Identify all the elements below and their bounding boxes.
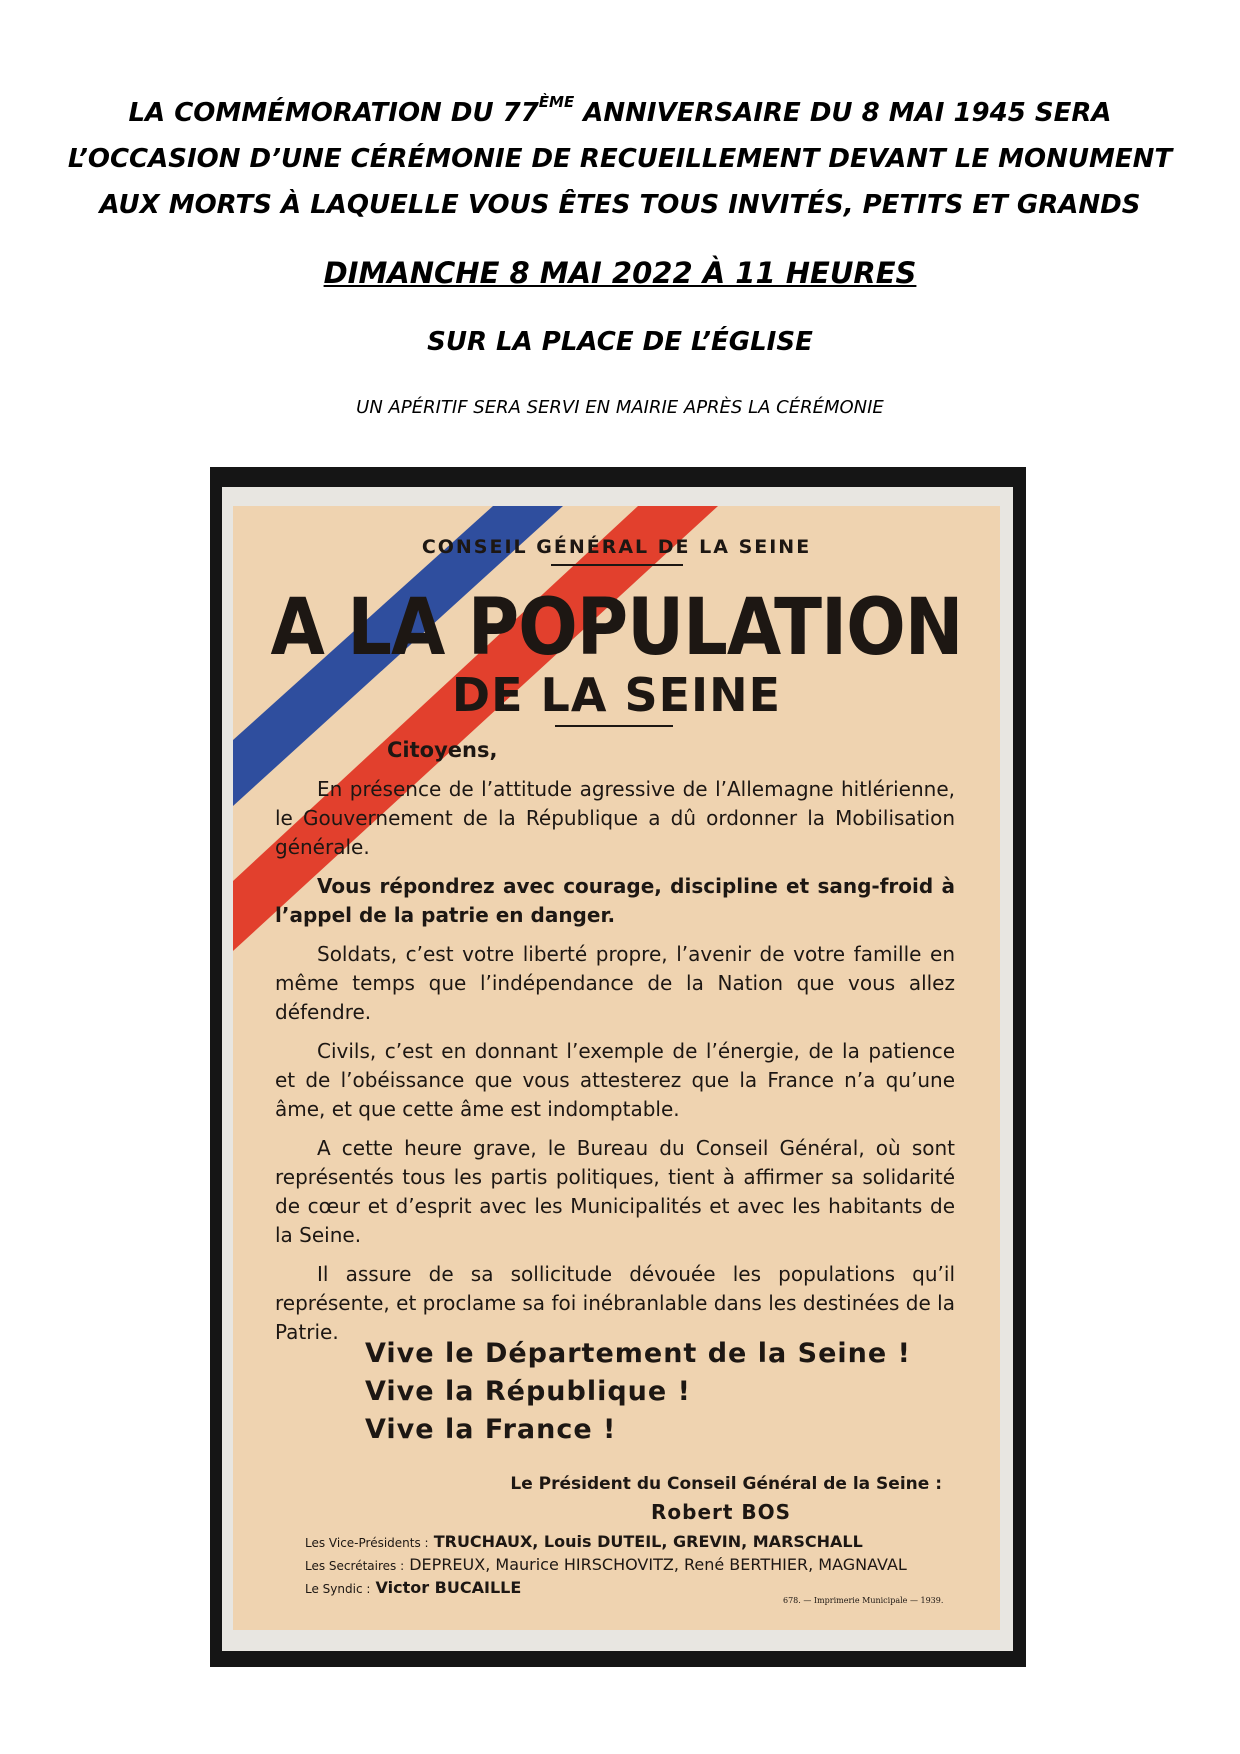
poster-vive-1: Vive le Département de la Seine ! bbox=[365, 1338, 911, 1369]
poster-vive-3: Vive la France ! bbox=[365, 1414, 617, 1445]
poster-paragraph-5: A cette heure grave, le Bureau du Conseil Général, où sont représentés tous les partis politiques, tient à affirmer sa solidarité de cœur et d’esprit avec les Municipalités et avec les habitants de la Seine. bbox=[275, 1136, 955, 1247]
poster-rule-top bbox=[551, 564, 683, 566]
poster-vive-block bbox=[365, 1335, 911, 1449]
poster-paragraph-1: En présence de l’attitude agressive de l’Allemagne hitlérienne, le Gouvernement de la République a dû ordonner la Mobilisation générale. bbox=[275, 777, 955, 859]
poster-paragraph-3: Soldats, c’est votre liberté propre, l’avenir de votre famille en même temps que l’indépendance de la Nation que vous allez défendre. bbox=[275, 942, 955, 1024]
vp-names: TRUCHAUX, Louis DUTEIL, GREVIN, MARSCHALL bbox=[433, 1532, 863, 1551]
poster-headline: A LA POPULATION bbox=[270, 583, 963, 673]
poster-president-name: Robert BOS bbox=[651, 1500, 792, 1524]
poster-paragraph-2: Vous répondrez avec courage, discipline et sang-froid à l’appel de la patrie en danger. bbox=[275, 874, 955, 927]
sec-names: DEPREUX, Maurice HIRSCHOVITZ, René BERTHIER, MAGNAVAL bbox=[409, 1555, 907, 1574]
title-line1-sup: ÈME bbox=[538, 93, 575, 111]
event-date: DIMANCHE 8 MAI 2022 À 11 HEURES bbox=[323, 256, 917, 290]
aperitif-note: UN APÉRITIF SERA SERVI EN MAIRIE APRÈS LA CÉRÉMONIE bbox=[356, 397, 884, 418]
syndic-name: Victor BUCAILLE bbox=[375, 1578, 522, 1597]
poster-rule-bottom bbox=[555, 725, 673, 727]
title-line2: L’OCCASION D’UNE CÉRÉMONIE DE RECUEILLEMENT DEVANT LE MONUMENT bbox=[67, 144, 1173, 174]
poster-paragraph-6: Il assure de sa sollicitude dévouée les populations qu’il représente, et proclame sa foi inébranlable dans les destinées de la Patrie. bbox=[275, 1262, 955, 1344]
poster-subheadline: DE LA SEINE bbox=[451, 668, 782, 722]
poster-vice-presidents bbox=[305, 1531, 907, 1554]
poster-salutation: Citoyens, bbox=[387, 738, 498, 762]
poster-conseil: CONSEIL GÉNÉRAL DE LA SEINE bbox=[421, 536, 812, 558]
poster-imprint: 678. — Imprimerie Municipale — 1939. bbox=[783, 1596, 944, 1605]
syndic-label: Le Syndic : bbox=[305, 1582, 371, 1596]
vp-label: Les Vice-Présidents : bbox=[305, 1536, 429, 1550]
poster-secretaries bbox=[305, 1554, 907, 1577]
title-line3: AUX MORTS À LAQUELLE VOUS ÊTES TOUS INVITÉS, PETITS ET GRANDS bbox=[99, 190, 1141, 220]
poster bbox=[233, 506, 1000, 1630]
poster-body bbox=[275, 736, 955, 1357]
title-line1-prefix: LA COMMÉMORATION DU 77 bbox=[128, 98, 539, 128]
poster-paragraph-4: Civils, c’est en donnant l’exemple de l’énergie, de la patience et de l’obéissance que vous attesterez que la France n’a qu’une âme, et que cette âme est indomptable. bbox=[275, 1039, 955, 1121]
announcement-title bbox=[40, 90, 1200, 228]
poster-vive-2: Vive la République ! bbox=[365, 1376, 691, 1407]
poster-president-label: Le Président du Conseil Général de la Seine : bbox=[510, 1474, 942, 1494]
title-line1-suffix: ANNIVERSAIRE DU 8 MAI 1945 SERA bbox=[574, 98, 1112, 128]
sec-label: Les Secrétaires : bbox=[305, 1559, 405, 1573]
event-place: SUR LA PLACE DE L’ÉGLISE bbox=[427, 327, 813, 357]
poster-officers bbox=[305, 1531, 907, 1600]
